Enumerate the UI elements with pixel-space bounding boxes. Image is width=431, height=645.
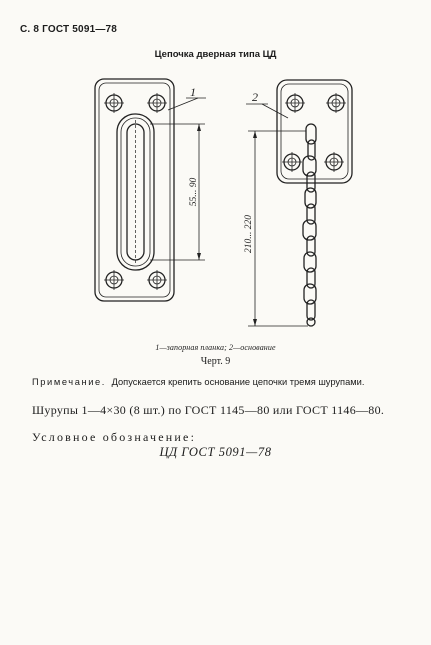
designation: ЦД ГОСТ 5091—78 (159, 445, 272, 459)
dimension-label-chain: 210... 220 (244, 215, 254, 253)
screw-hole (282, 152, 302, 172)
part-label-2: 2 (252, 90, 258, 104)
screws-paragraph: Шурупы 1—4×30 (8 шт.) по ГОСТ 1145—80 или ГОСТ 1146—80. (32, 403, 385, 417)
note-body: Допускается крепить основание цепочки тремя шурупами. (111, 377, 365, 387)
note-paragraph (32, 376, 404, 388)
dimension-label-slot: 55... 90 (189, 177, 199, 207)
slot (117, 114, 154, 270)
screw-hole (104, 93, 124, 113)
screw-hole (324, 152, 344, 172)
screw-hole (147, 93, 167, 113)
note-label: Примечание. (32, 377, 106, 387)
screw-hole (104, 270, 124, 290)
figure-caption: 1—запорная планка; 2—основание (155, 343, 276, 352)
figure-title: Цепочка дверная типа ЦД (154, 49, 277, 60)
part-label-1: 1 (190, 85, 196, 99)
dimension-chain (248, 131, 308, 326)
designation-label: Условное обозначение: (32, 430, 197, 444)
base-plate (246, 80, 352, 183)
screw-hole (285, 93, 305, 113)
screw-hole (147, 270, 167, 290)
page-header: С. 8 ГОСТ 5091—78 (20, 24, 118, 35)
screw-hole (326, 93, 346, 113)
figure-number: Черт. 9 (200, 356, 231, 367)
chain (303, 124, 316, 326)
